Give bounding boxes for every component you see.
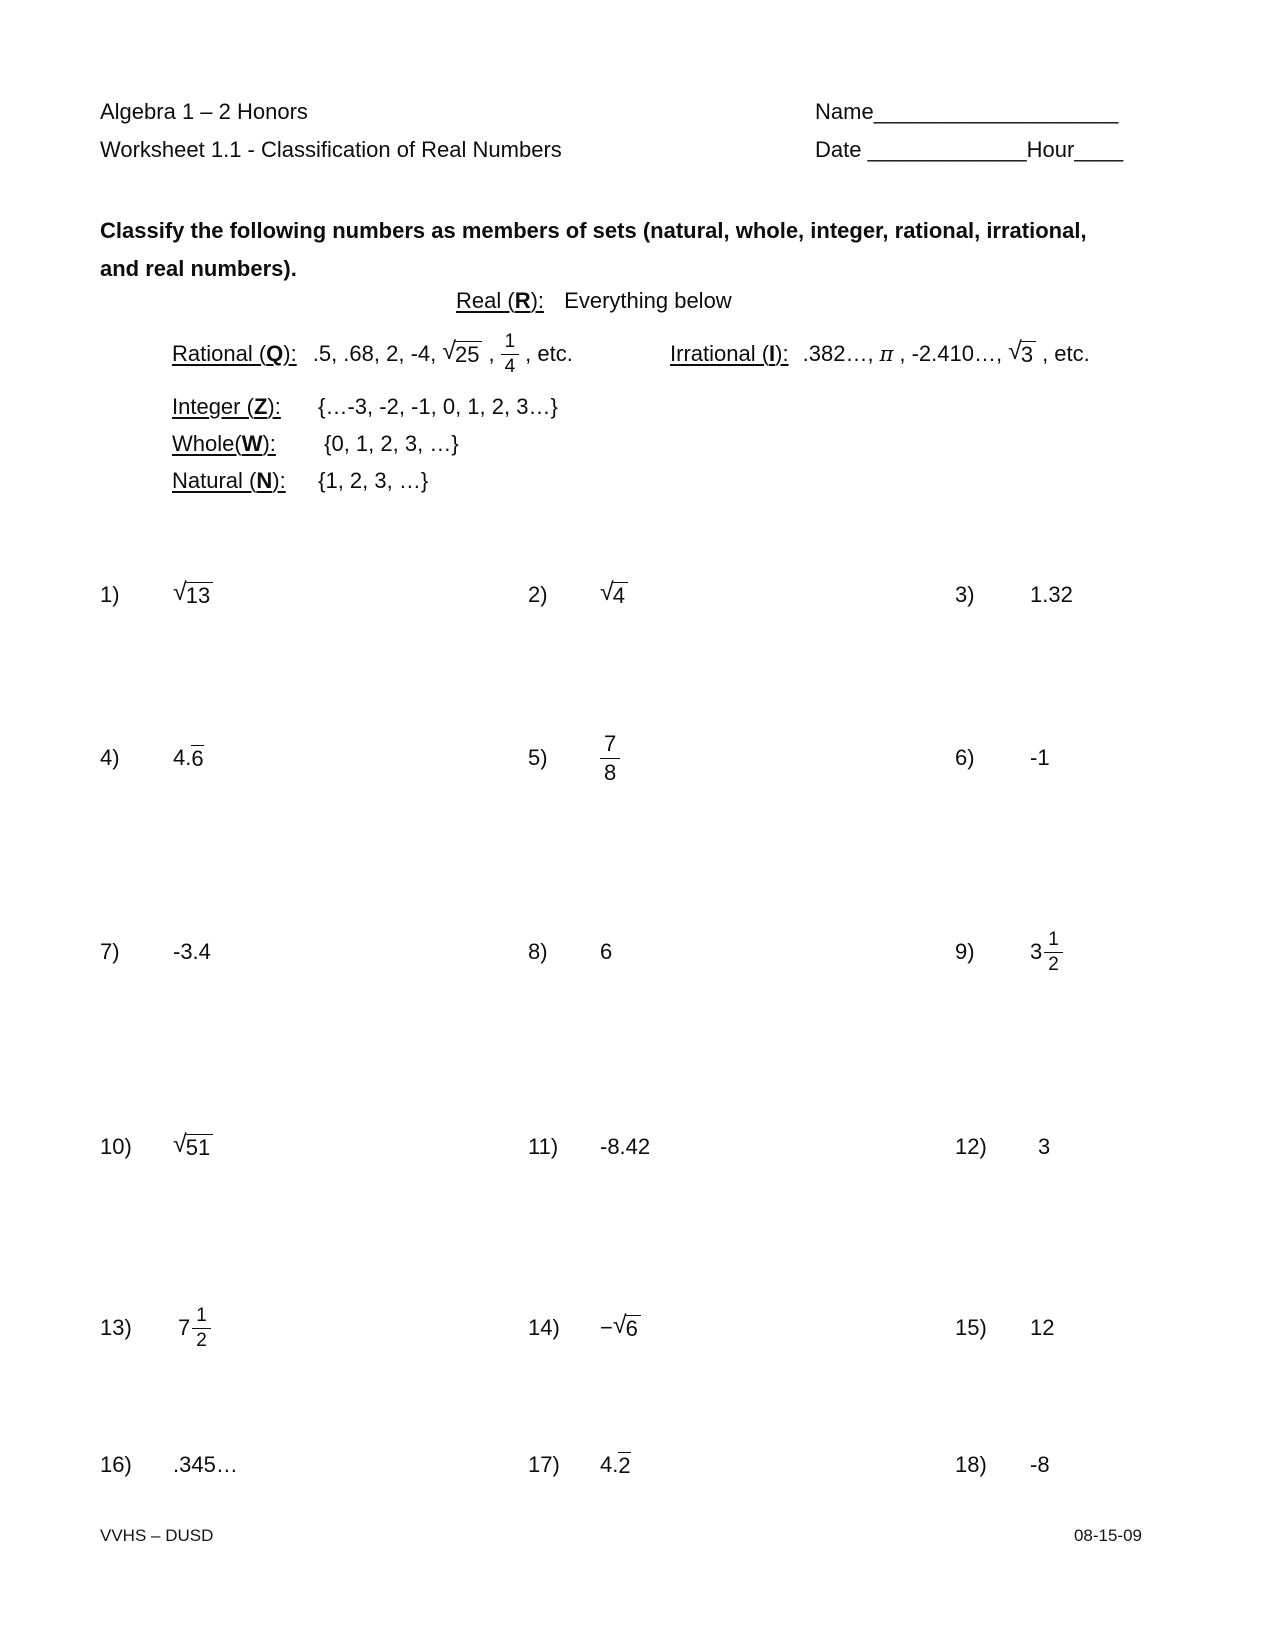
problem-value: 12 <box>1030 1315 1055 1340</box>
key-integer-value: {…-3, -2, -1, 0, 1, 2, 3…} <box>318 394 558 419</box>
problem-value <box>173 1115 213 1179</box>
instructions <box>100 212 1087 288</box>
radical-icon: √ <box>442 336 456 365</box>
key-integer-label: Integer (Z): <box>172 394 281 419</box>
problem-value: -8 <box>1030 1452 1050 1477</box>
name-label: Name <box>815 99 874 124</box>
minus-sign: − <box>600 1315 613 1340</box>
problem-row-3 <box>0 920 1275 984</box>
sqrt-expression: √ 6 <box>613 1315 641 1341</box>
fraction: $\frac{1}{2}$ <box>1044 930 1063 975</box>
problem-number: 14) <box>528 1315 560 1340</box>
problem-number: 15) <box>955 1315 987 1340</box>
key-integer-line <box>172 394 558 420</box>
key-whole-line <box>172 431 459 457</box>
footer-date: 08-15-09 <box>1073 1526 1142 1545</box>
key-rational-line <box>172 331 573 377</box>
hour-label: Hour <box>1026 137 1075 162</box>
worksheet-title: Worksheet 1.1 - Classification of Real Numbers <box>100 137 562 162</box>
problem-value: 4. 6 <box>173 745 204 771</box>
problem-number: 17) <box>528 1452 560 1477</box>
mixed-number <box>178 1306 211 1351</box>
key-whole-label: Whole(W): <box>172 431 276 456</box>
problem-number: 7) <box>100 939 120 964</box>
problem-value: -8.42 <box>600 1134 651 1159</box>
problem-value: 3 <box>1038 1134 1051 1159</box>
problem-number: 13) <box>100 1315 132 1340</box>
problem-number: 6) <box>955 745 975 770</box>
radical-icon: √ <box>173 1129 187 1158</box>
problem-number: 10) <box>100 1134 132 1159</box>
pi-symbol: π <box>879 342 894 366</box>
whole-part: 7 <box>178 1315 191 1340</box>
sqrt-expression: √ 25 <box>442 341 482 367</box>
hour-blank-line: ____ <box>1074 137 1124 162</box>
problem-row-5 <box>0 1296 1275 1360</box>
instructions-line-2: and real numbers). <box>100 256 297 281</box>
radical-icon: √ <box>1008 336 1022 365</box>
repeating-digit: 6 <box>191 745 204 771</box>
key-irrational-line <box>670 331 1090 377</box>
problem-number: 8) <box>528 939 548 964</box>
key-natural-value: {1, 2, 3, …} <box>318 468 429 493</box>
problem-number: 4) <box>100 745 120 770</box>
sqrt-expression: √ 4 <box>600 582 628 608</box>
problem-number: 3) <box>955 582 975 607</box>
key-whole-value: {0, 1, 2, 3, …} <box>324 431 459 456</box>
problem-value <box>600 1296 641 1360</box>
instructions-line-1: Classify the following numbers as members of sets (natural, whole, integer, rational, irrational, <box>100 218 1087 243</box>
key-irrational-label: Irrational (I): <box>670 341 789 366</box>
problem-value <box>600 563 628 627</box>
problem-value <box>173 563 213 627</box>
problem-value: -1 <box>1030 745 1050 770</box>
problem-row-1 <box>0 563 1275 627</box>
key-natural-line <box>172 468 428 494</box>
problem-row-2 <box>0 726 1275 790</box>
key-rational-label: Rational (Q): <box>172 341 297 366</box>
problem-value: -3.4 <box>173 939 211 964</box>
radical-icon: √ <box>600 577 614 606</box>
problem-number: 16) <box>100 1452 132 1477</box>
problem-value <box>178 1296 211 1360</box>
date-blank-line: _____________ <box>867 137 1027 162</box>
problem-value: .345… <box>173 1452 238 1477</box>
fraction: $\frac{1}{2}$ <box>192 1306 211 1351</box>
problem-value: 4. 2 <box>600 1452 631 1478</box>
problem-number: 12) <box>955 1134 987 1159</box>
sqrt-expression: √ 13 <box>173 582 213 608</box>
problem-value <box>600 726 620 790</box>
key-irrational-examples: .382…, π , -2.410…, √ 3 , etc. <box>802 336 1090 367</box>
problem-number: 2) <box>528 582 548 607</box>
problem-number: 1) <box>100 582 120 607</box>
key-rational-examples: .5, .68, 2, -4, √ 25 , $\frac{1}{4}$ , etc. <box>312 330 573 377</box>
date-hour-line <box>815 137 1123 163</box>
key-real-label: Real (R): <box>456 288 545 313</box>
fraction: $\frac{7}{8}$ <box>600 732 620 783</box>
course-title: Algebra 1 – 2 Honors <box>100 99 308 124</box>
problem-number: 5) <box>528 745 548 770</box>
name-line <box>815 99 1118 125</box>
problem-number: 9) <box>955 939 975 964</box>
sqrt-expression: √ 3 <box>1008 341 1036 367</box>
radical-icon: √ <box>173 577 187 606</box>
key-real-value: Everything below <box>564 288 732 313</box>
fraction: $\frac{1}{4}$ <box>501 332 520 377</box>
problem-value: 6 <box>600 939 613 964</box>
footer-school: VVHS – DUSD <box>100 1526 214 1545</box>
problem-number: 11) <box>528 1134 559 1159</box>
repeating-digit: 2 <box>618 1452 631 1478</box>
sqrt-expression: √ 51 <box>173 1134 213 1160</box>
key-real-line <box>456 288 732 314</box>
problem-number: 18) <box>955 1452 987 1477</box>
key-natural-label: Natural (N): <box>172 468 286 493</box>
date-label: Date <box>815 137 868 162</box>
problem-value: 1.32 <box>1030 582 1073 607</box>
radical-icon: √ <box>612 1310 627 1339</box>
whole-part: 3 <box>1030 939 1043 964</box>
problem-row-6 <box>0 1433 1275 1497</box>
problem-row-4 <box>0 1115 1275 1179</box>
name-blank-line: ____________________ <box>873 99 1119 124</box>
problem-value <box>1030 920 1063 984</box>
mixed-number <box>1030 930 1063 975</box>
